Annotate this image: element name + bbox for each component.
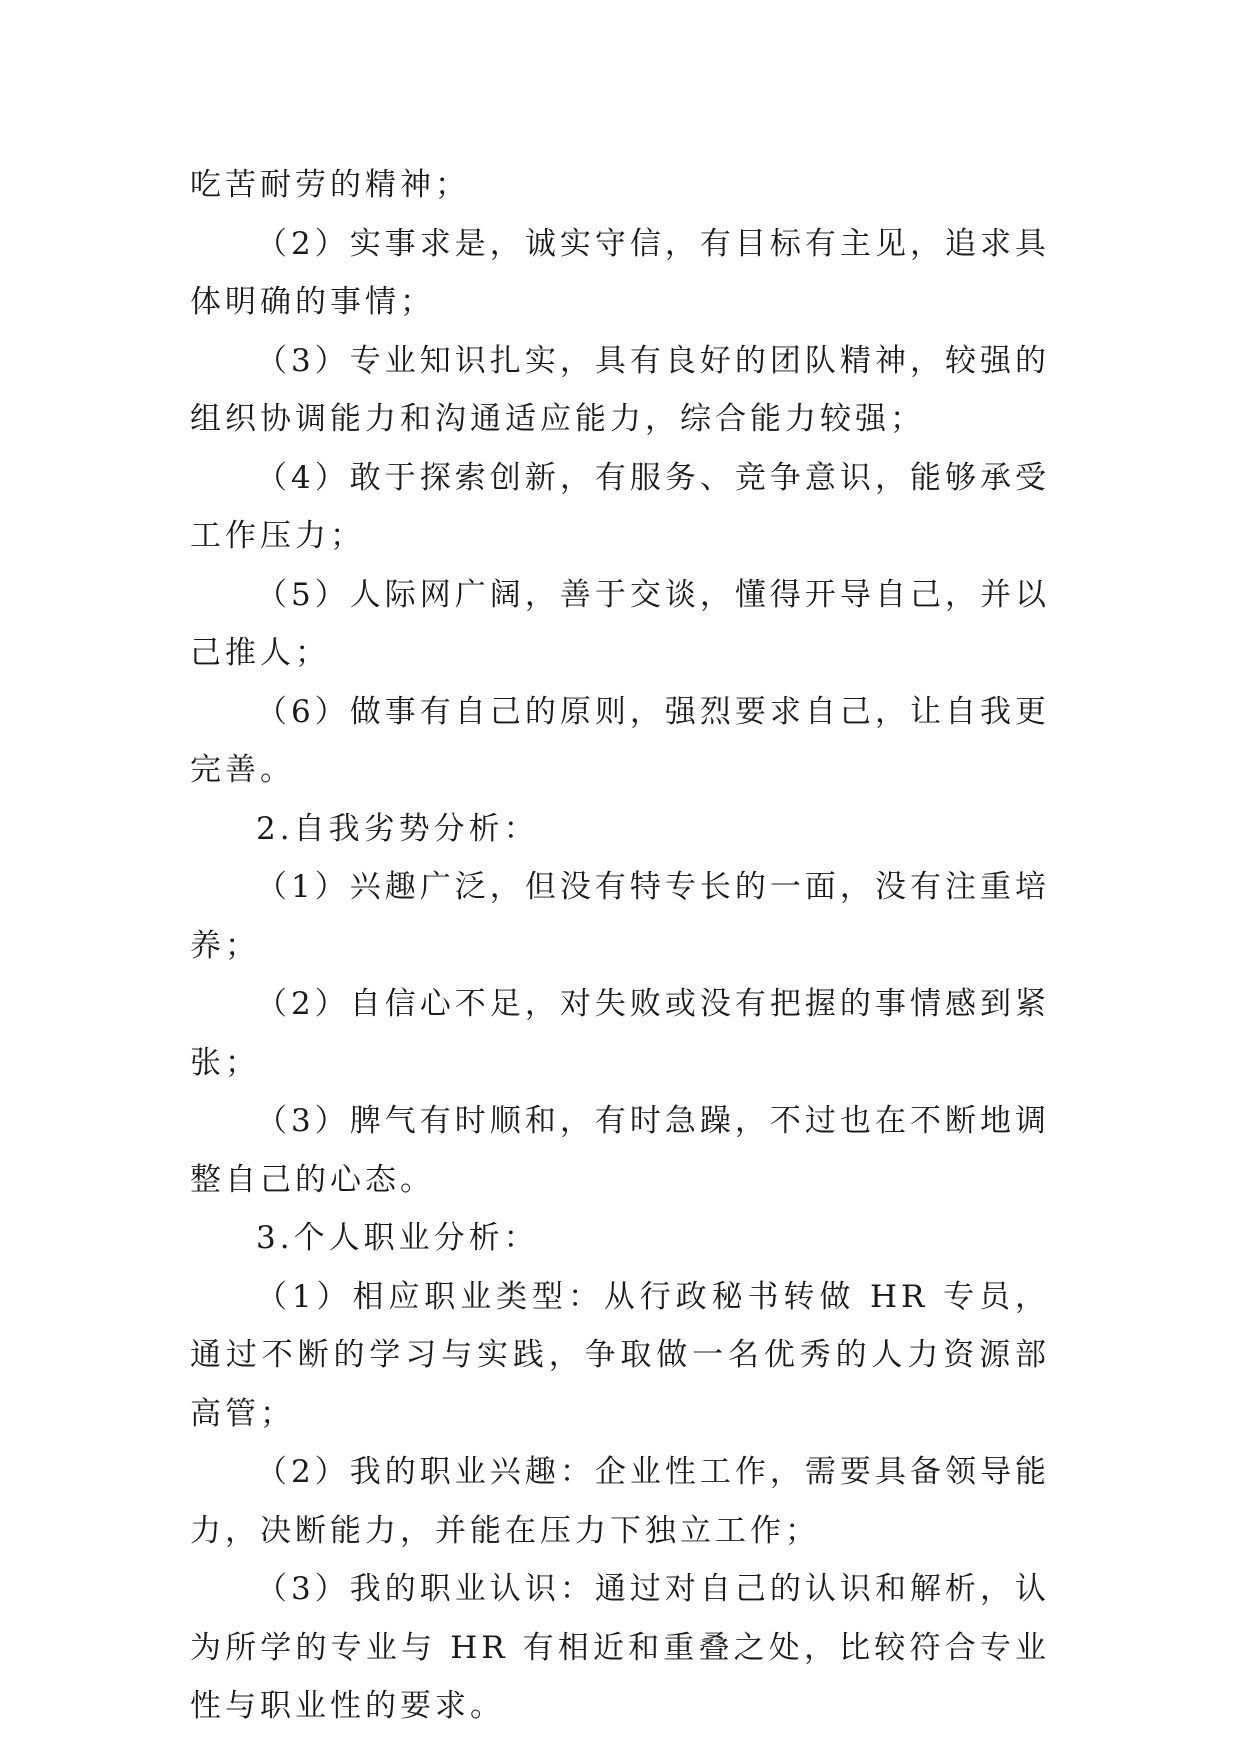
paragraph-strength-4: （4）敢于探索创新，有服务、竞争意识，能够承受工作压力；	[190, 459, 1050, 554]
paragraph-weakness-3: （3）脾气有时顺和，有时急躁，不过也在不断地调整自己的心态。	[190, 1103, 1050, 1198]
section-heading-weakness: 2.自我劣势分析：	[256, 810, 539, 847]
paragraph-strength-2: （2）实事求是，诚实守信，有目标有主见，追求具体明确的事情；	[190, 225, 1050, 320]
paragraph-weakness-1: （1）兴趣广泛，但没有特专长的一面，没有注重培养；	[190, 869, 1050, 964]
section-heading-career: 3.个人职业分析：	[256, 1220, 539, 1256]
paragraph-continuation: 吃苦耐劳的精神；	[190, 167, 470, 203]
document-body	[190, 156, 1050, 1736]
paragraph-strength-6: （6）做事有自己的原则，强烈要求自己，让自我更完善。	[190, 693, 1050, 788]
paragraph-career-1: （1）相应职业类型：从行政秘书转做 HR 专员，通过不断的学习与实践，争取做一名优秀的人力资源部高管；	[190, 1278, 1050, 1432]
paragraph-weakness-2: （2）自信心不足，对失败或没有把握的事情感到紧张；	[190, 986, 1050, 1081]
paragraph-career-3: （3）我的职业认识：通过对自己的认识和解析，认为所学的专业与 HR 有相近和重叠之处，比较符合专业性与职业性的要求。	[190, 1571, 1050, 1724]
paragraph-career-2: （2）我的职业兴趣：企业性工作，需要具备领导能力，决断能力，并能在压力下独立工作；	[190, 1454, 1050, 1549]
paragraph-strength-3: （3）专业知识扎实，具有良好的团队精神，较强的组织协调能力和沟通适应能力，综合能力较强；	[190, 342, 1050, 437]
paragraph-strength-5: （5）人际网广阔，善于交谈，懂得开导自己，并以己推人；	[190, 576, 1050, 671]
